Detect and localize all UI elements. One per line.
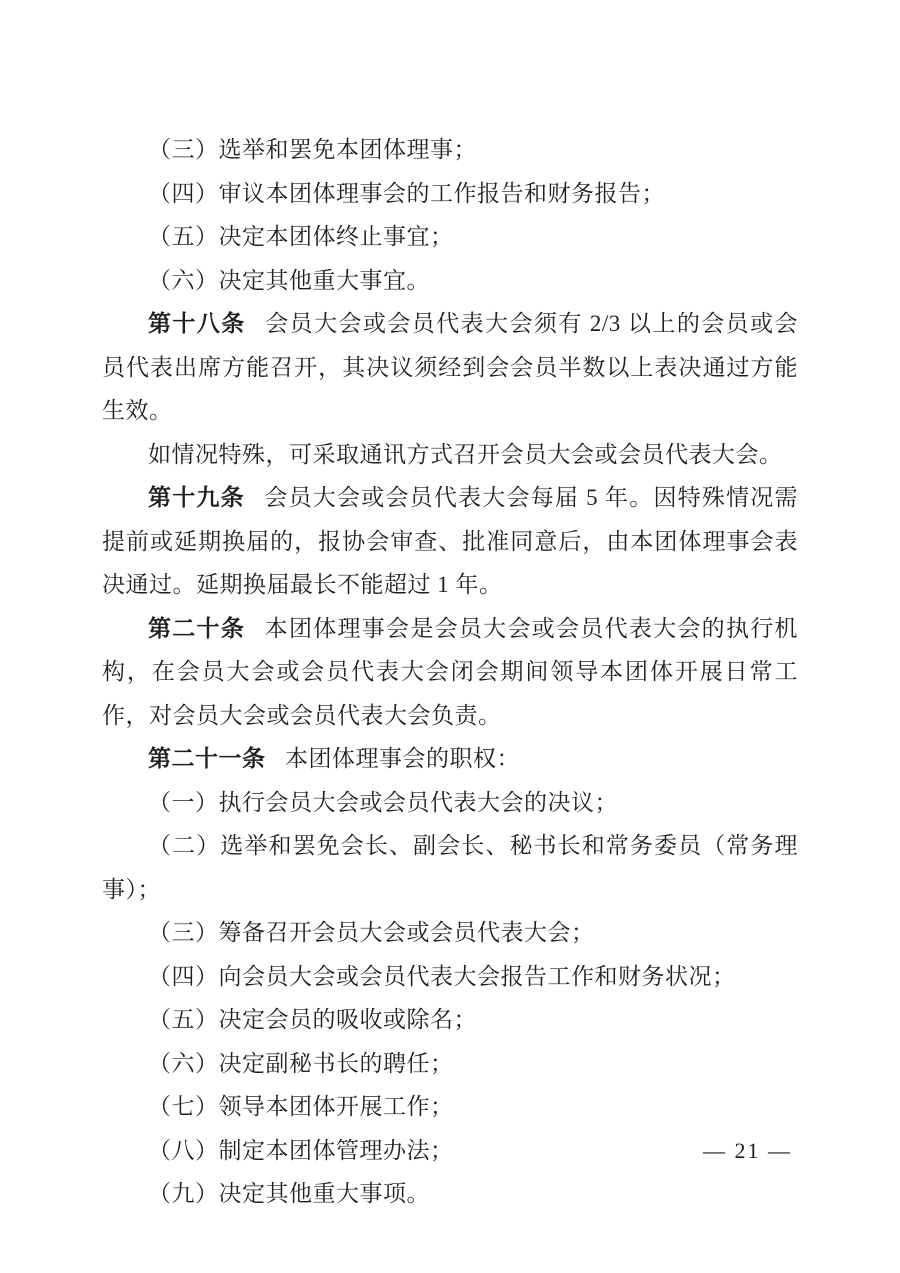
- paragraph-text: （五）决定本团体终止事宜；: [148, 224, 454, 249]
- clause-list-item: [102, 128, 798, 172]
- clause-list-item: [102, 781, 798, 825]
- clause-list-item: [102, 172, 798, 216]
- clause-list-item: [102, 1085, 798, 1129]
- article-number: 第二十条: [148, 615, 246, 641]
- paragraph-text: （九）决定其他重大事项。: [148, 1181, 430, 1206]
- paragraph-text: （四）向会员大会或会员代表大会报告工作和财务状况；: [148, 963, 736, 989]
- paragraph-text: 会员大会或会员代表大会须有 2/3 以上的会员或会员代表出席方能召开，其决议须经到会会员半数以上表决通过方能生效。: [102, 311, 799, 423]
- clause-list-item: [102, 911, 798, 955]
- paragraph-text: （四）审议本团体理事会的工作报告和财务报告；: [148, 180, 665, 206]
- paragraph-text: 本团体理事会的职权：: [285, 746, 521, 771]
- clause-list-item: [102, 215, 798, 259]
- article-number: 第十八条: [148, 311, 246, 336]
- paragraph-text: （二）选举和罢免会长、副会长、秘书长和常务委员（常务理事）；: [102, 833, 798, 902]
- article-paragraph: [102, 607, 798, 738]
- article-paragraph: [102, 737, 798, 781]
- paragraph-text: （八）制定本团体管理办法；: [148, 1137, 454, 1163]
- article-paragraph: [102, 476, 798, 607]
- clause-list-item: [102, 1129, 798, 1173]
- clause-list-item: [102, 998, 798, 1042]
- paragraph-text: （三）选举和罢免本团体理事；: [148, 137, 477, 162]
- article-number: 第十九条: [148, 485, 245, 510]
- paragraph-text: （七）领导本团体开展工作；: [148, 1094, 454, 1119]
- article-number: 第二十一条: [148, 746, 266, 771]
- document-body: [102, 128, 798, 1216]
- clause-list-item: [102, 259, 798, 303]
- paragraph-text: （三）筹备召开会员大会或会员代表大会；: [148, 920, 595, 945]
- article-paragraph: [102, 302, 798, 433]
- paragraph-text: （六）决定副秘书长的聘任；: [148, 1050, 454, 1076]
- page-number-label: — 21 —: [703, 1138, 792, 1163]
- paragraph-text: （六）决定其他重大事宜。: [148, 267, 430, 293]
- paragraph-text: （一）执行会员大会或会员代表大会的决议；: [148, 789, 618, 815]
- clause-list-item: [102, 1042, 798, 1086]
- paragraph-text: 本团体理事会是会员大会或会员代表大会的执行机构，在会员大会或会员代表大会闭会期间领导本团体开展日常工作，对会员大会或会员代表大会负责。: [102, 615, 799, 728]
- clause-list-item: [102, 955, 798, 999]
- clause-list-item: [102, 824, 798, 911]
- clause-list-item: [102, 1172, 798, 1216]
- paragraph-text: 会员大会或会员代表大会每届 5 年。因特殊情况需提前或延期换届的，报协会审查、批准同意后，由本团体理事会表决通过。延期换届最长不能超过 1 年。: [102, 485, 799, 597]
- paragraph-text: （五）决定会员的吸收或除名；: [148, 1007, 477, 1032]
- page-footer: [703, 1136, 792, 1166]
- body-paragraph: [102, 433, 798, 477]
- paragraph-text: 如情况特殊，可采取通讯方式召开会员大会或会员代表大会。: [148, 441, 783, 467]
